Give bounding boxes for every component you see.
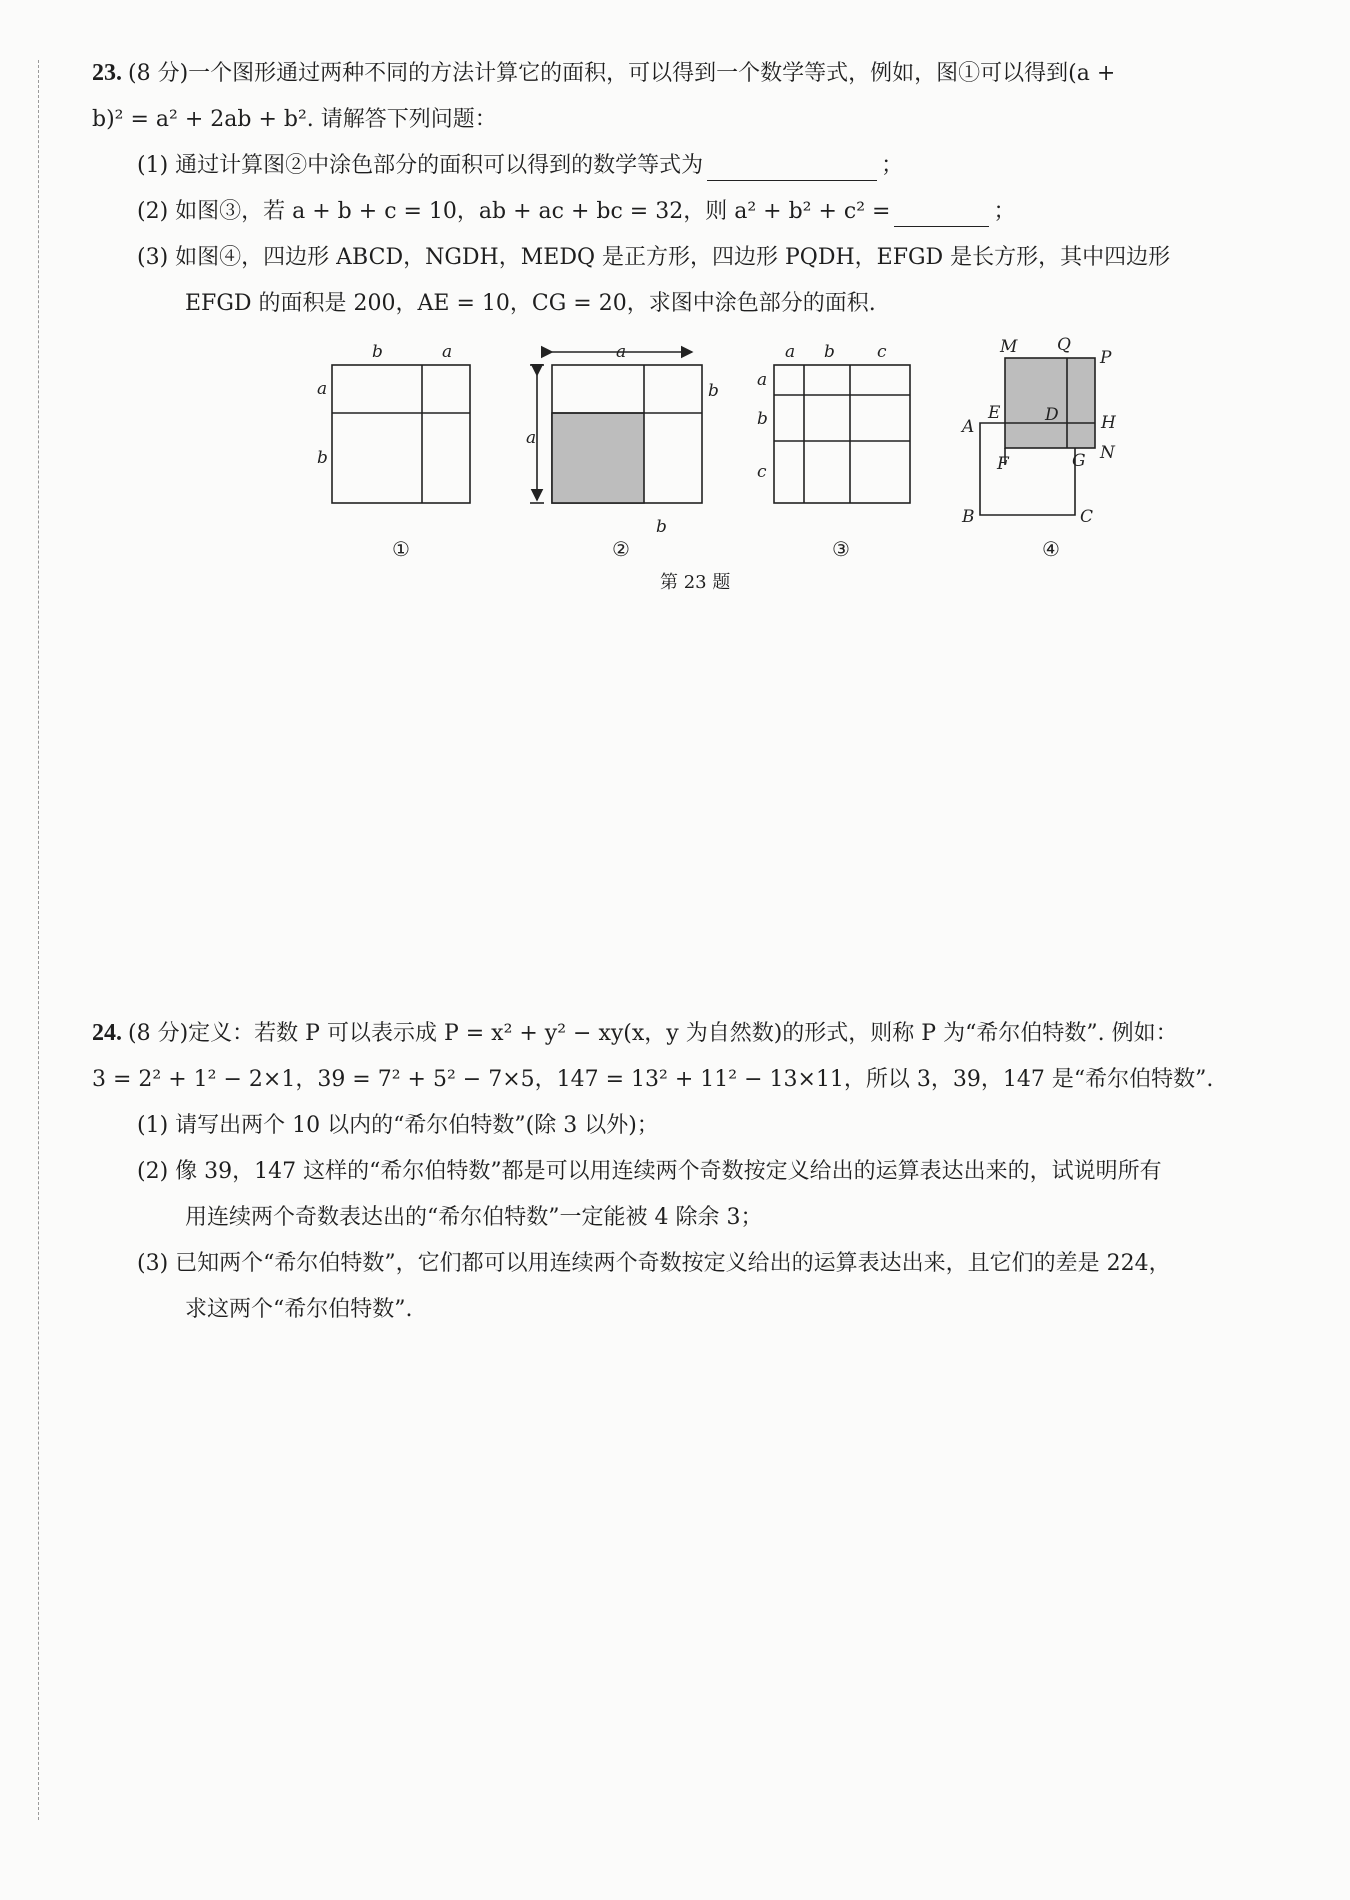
q24-part-3-line-2 bbox=[92, 1287, 1302, 1333]
q23-line-2 bbox=[92, 97, 1302, 143]
fig4-point-N: N bbox=[1100, 443, 1115, 463]
fig1-left-label-2: b bbox=[317, 448, 328, 468]
q24-stem-1: (8 分)定义：若数 P 可以表示成 P = x² + y² − xy(x，y 为自然数)的形式，则称 P 为“希尔伯特数”. 例如： bbox=[128, 1021, 1178, 1046]
q23-part-1-suffix: ； bbox=[881, 153, 904, 178]
figure-group-23 bbox=[300, 335, 1300, 600]
question-24 bbox=[92, 1010, 1302, 1333]
figure-3-grid bbox=[774, 365, 910, 503]
q23-number: 23. bbox=[92, 60, 122, 86]
q24-part-2-line-2 bbox=[92, 1195, 1302, 1241]
fig1-left-label-1: a bbox=[317, 379, 328, 399]
fig2-caption: ② bbox=[612, 537, 630, 561]
figures-svg bbox=[300, 335, 1300, 570]
fig3-left-label-3: c bbox=[757, 462, 767, 482]
fig4-point-E: E bbox=[988, 403, 1001, 423]
answer-blank-2[interactable] bbox=[894, 198, 989, 227]
q24-part-2-text-1: (2) 像 39，147 这样的“希尔伯特数”都是可以用连续两个奇数按定义给出的运算表达出来的，试说明所有 bbox=[137, 1159, 1162, 1184]
q23-part-3-line-1 bbox=[92, 235, 1302, 281]
q24-part-1-text: (1) 请写出两个 10 以内的“希尔伯特数”(除 3 以外)； bbox=[137, 1113, 659, 1138]
q24-line-2 bbox=[92, 1057, 1302, 1103]
q24-part-1 bbox=[92, 1103, 1302, 1149]
fig4-point-M: M bbox=[1000, 337, 1018, 357]
figure-caption: 第 23 题 bbox=[660, 572, 731, 593]
q24-part-3-text-1: (3) 已知两个“希尔伯特数”，它们都可以用连续两个奇数按定义给出的运算表达出来，且它们的差是 224， bbox=[137, 1251, 1171, 1276]
fig2-right-label: b bbox=[708, 381, 719, 401]
fig1-top-label-2: a bbox=[442, 342, 453, 362]
fig3-top-label-3: c bbox=[877, 342, 887, 362]
answer-blank-1[interactable] bbox=[707, 152, 877, 181]
q24-part-3-text-2: 求这两个“希尔伯特数”. bbox=[185, 1297, 413, 1322]
fig3-left-label-2: b bbox=[757, 409, 768, 429]
q23-part-1 bbox=[92, 143, 1302, 189]
question-23 bbox=[92, 50, 1302, 327]
q23-part-2-text: (2) 如图③，若 a + b + c = 10，ab + ac + bc = 32，则 a² + b² + c² = bbox=[137, 199, 891, 224]
figure-4-shaded-region bbox=[1005, 358, 1095, 448]
figure-4-diagram bbox=[980, 358, 1095, 515]
q24-line-1 bbox=[92, 1010, 1302, 1057]
fig4-point-F: F bbox=[997, 454, 1009, 474]
fig2-bottom-label: b bbox=[656, 517, 667, 537]
fig4-point-H: H bbox=[1101, 413, 1116, 433]
q23-stem-2: b)² = a² + 2ab + b². 请解答下列问题： bbox=[92, 107, 497, 132]
q23-stem-1: (8 分)一个图形通过两种不同的方法计算它的面积，可以得到一个数学等式，例如，图①可以得到(a + bbox=[128, 61, 1116, 86]
q23-part-3-text-1: (3) 如图④，四边形 ABCD，NGDH，MEDQ 是正方形，四边形 PQDH，EFGD 是长方形，其中四边形 bbox=[137, 245, 1171, 270]
q24-part-3-line-1 bbox=[92, 1241, 1302, 1287]
fig4-point-B: B bbox=[962, 507, 975, 527]
fig4-point-P: P bbox=[1100, 348, 1112, 368]
margin-dashed-line bbox=[38, 60, 39, 1820]
figure-1-grid bbox=[332, 365, 470, 503]
q24-stem-2: 3 = 2² + 1² − 2×1，39 = 7² + 5² − 7×5，147 = 13² + 11² − 13×11，所以 3，39，147 是“希尔伯特数”. bbox=[92, 1067, 1214, 1092]
q24-number: 24. bbox=[92, 1020, 122, 1046]
fig2-top-label: a bbox=[616, 342, 627, 362]
q23-part-3-line-2 bbox=[92, 281, 1302, 327]
q23-part-2-suffix: ； bbox=[993, 199, 1016, 224]
fig4-point-A: A bbox=[962, 417, 975, 437]
fig1-caption: ① bbox=[392, 537, 410, 561]
fig3-top-label-2: b bbox=[824, 342, 835, 362]
fig3-top-label-1: a bbox=[785, 342, 796, 362]
q24-part-2-text-2: 用连续两个奇数表达出的“希尔伯特数”一定能被 4 除余 3； bbox=[185, 1205, 763, 1230]
fig4-point-D: D bbox=[1045, 405, 1059, 425]
fig3-left-label-1: a bbox=[757, 370, 768, 390]
fig4-point-C: C bbox=[1080, 507, 1094, 527]
figure-2-grid bbox=[530, 352, 702, 503]
fig3-caption: ③ bbox=[832, 537, 850, 561]
q23-line-1 bbox=[92, 50, 1302, 97]
fig1-top-label-1: b bbox=[372, 342, 383, 362]
fig4-point-G: G bbox=[1072, 451, 1086, 471]
q24-part-2-line-1 bbox=[92, 1149, 1302, 1195]
fig2-left-label: a bbox=[526, 428, 537, 448]
fig4-point-Q: Q bbox=[1057, 335, 1071, 355]
q23-part-1-text: (1) 通过计算图②中涂色部分的面积可以得到的数学等式为 bbox=[137, 153, 704, 178]
q23-part-2 bbox=[92, 189, 1302, 235]
q23-part-3-text-2: EFGD 的面积是 200，AE = 10，CG = 20，求图中涂色部分的面积. bbox=[185, 291, 876, 316]
fig4-caption: ④ bbox=[1042, 537, 1060, 561]
figure-2-shaded-region bbox=[552, 413, 644, 503]
